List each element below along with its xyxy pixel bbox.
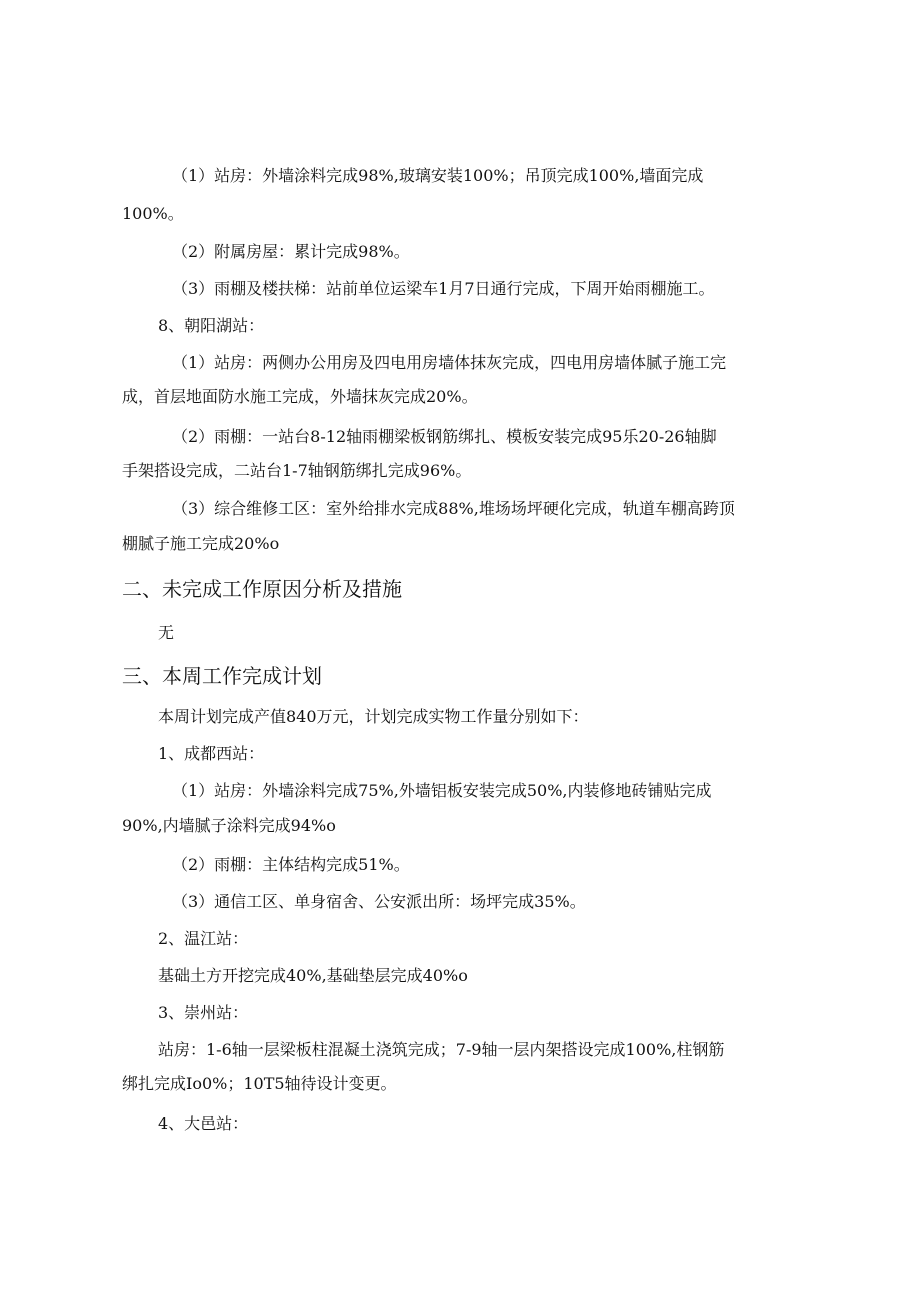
para-line: 基础土方开挖完成40%,基础垫层完成40%o: [158, 966, 468, 985]
section-item: 4、大邑站：: [158, 1114, 249, 1133]
para-line: （1）站房：外墙涂料完成75%,外墙铝板安装完成50%,内装修地砖铺贴完成: [172, 781, 712, 800]
para-line: 绑扎完成Io0%；10T5轴待设计变更。: [122, 1074, 397, 1093]
para-line: （3）雨棚及楼扶梯：站前单位运梁车1月7日通行完成，下周开始雨棚施工。: [172, 279, 715, 298]
para-line: （2）雨棚：主体结构完成51%。: [172, 855, 410, 874]
para-line: （1）站房：外墙涂料完成98%,玻璃安装100%；吊顶完成100%,墙面完成: [172, 166, 704, 185]
para-line: （3）通信工区、单身宿舍、公安派出所：场坪完成35%。: [172, 892, 586, 911]
section-item: 2、温江站：: [158, 929, 249, 948]
section-item: 1、成都西站：: [158, 744, 265, 763]
section-heading: 三、本周工作完成计划: [122, 664, 322, 688]
para-line: （1）站房：两侧办公用房及四电用房墙体抹灰完成，四电用房墙体腻子施工完: [172, 353, 727, 372]
para-line: 90%,内墙腻子涂料完成94%o: [122, 816, 336, 835]
para-line: 无: [158, 623, 175, 642]
para-line: 棚腻子施工完成20%o: [122, 534, 280, 553]
para-line: （3）综合维修工区：室外给排水完成88%,堆场场坪硬化完成，轨道车棚高跨顶: [172, 499, 735, 518]
para-line: 本周计划完成产值840万元，计划完成实物工作量分别如下：: [158, 707, 589, 726]
para-line: 手架搭设完成，二站台1-7轴钢筋绑扎完成96%。: [122, 461, 472, 480]
para-line: 100%。: [122, 204, 184, 223]
para-line: 成，首层地面防水施工完成，外墙抹灰完成20%。: [122, 387, 478, 406]
para-line: 站房：1-6轴一层梁板柱混凝土浇筑完成；7-9轴一层内架搭设完成100%,柱钢筋: [158, 1040, 725, 1059]
para-line: （2）雨棚：一站台8-12轴雨棚梁板钢筋绑扎、模板安装完成95乐20-26轴脚: [172, 427, 717, 446]
section-item: 8、朝阳湖站：: [158, 316, 265, 335]
para-line: （2）附属房屋：累计完成98%。: [172, 242, 410, 261]
section-heading: 二、未完成工作原因分析及措施: [122, 577, 402, 601]
section-item: 3、崇州站：: [158, 1003, 249, 1022]
